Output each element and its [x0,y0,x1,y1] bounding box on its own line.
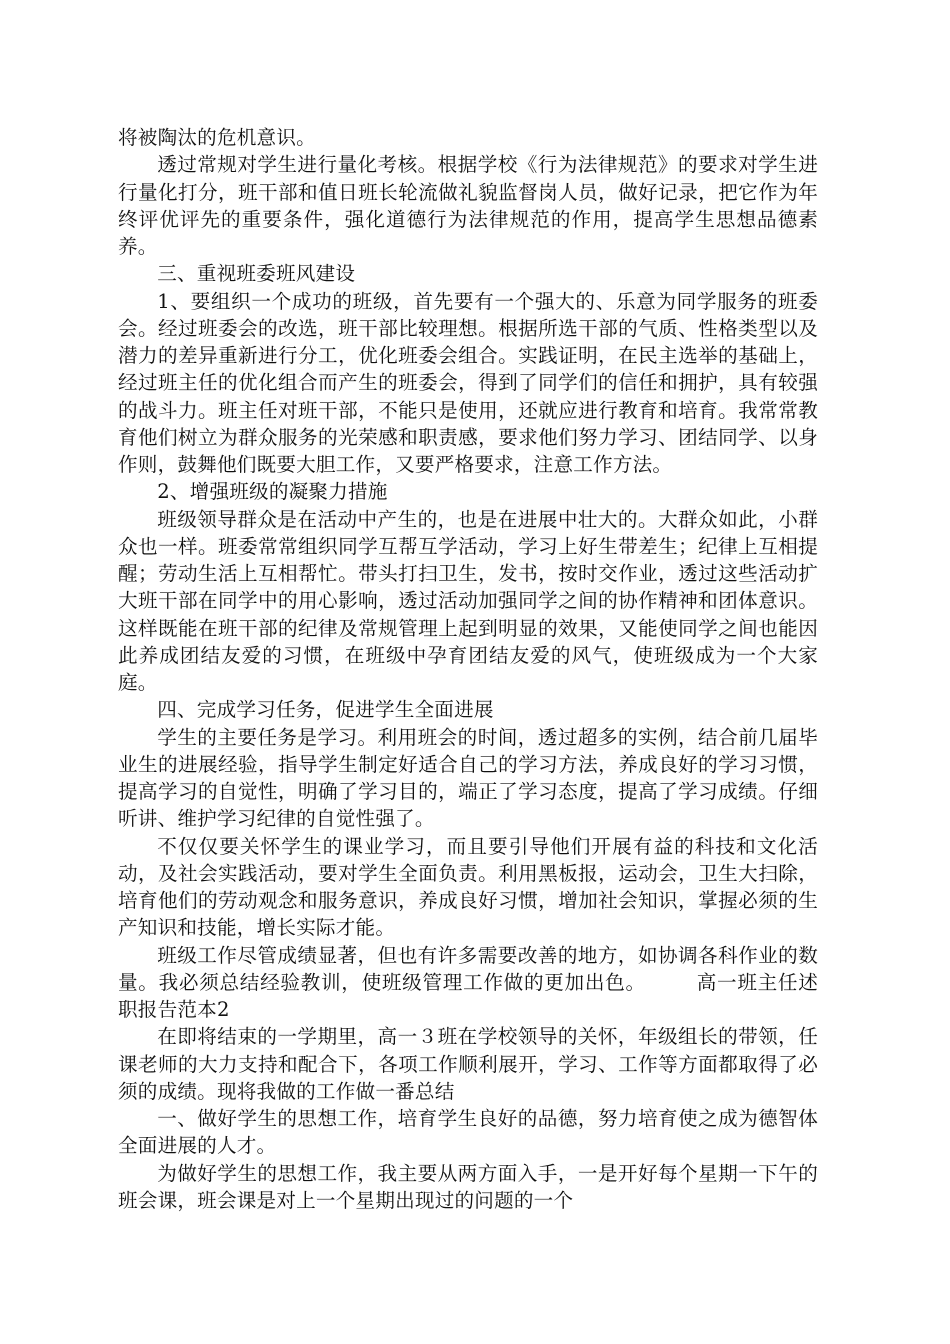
paragraph-text: 班级工作尽管成绩显著，但也有许多需要改善的地方，如协调各科作业的数量。我必须总结经验教训，使班级管理工作做的更加出色。 [118,943,818,994]
section-heading: 三、重视班委班风建设 [157,262,356,286]
paragraph: 1、要组织一个成功的班级，首先要有一个强大的、乐意为同学服务的班委会。经过班委会的改选，班干部比较理想。根据所选干部的气质、性格类型以及潜力的差异重新进行分工，优化班委会组合。实践证明，在民主选举的基础上，经过班主任的优化组合而产生的班委会，得到了同学们的信任和拥护，具有较强的战斗力。班主任对班干部，不能只是使用，还就应进行教育和培育。我常常教育他们树立为群众服务的光荣感和职责感，要求他们努力学习、团结同学、以身作则，鼓舞他们既要大胆工作，又要严格要求，注意工作方法。 [118,289,818,476]
paragraph: 为做好学生的思想工作，我主要从两方面入手，一是开好每个星期一下午的班会课，班会课是对上一个星期出现过的问题的一个 [118,1161,818,1212]
paragraph-with-title [118,942,818,1024]
report-title: 高一班主任述职报告范本2 [118,970,819,1021]
paragraph: 学生的主要任务是学习。利用班会的时间，透过超多的实例，结合前几届毕业生的进展经验，指导学生制定好适合自己的学习方法，养成良好的学习习惯，提高学习的自觉性，明确了学习目的，端正了学习态度，提高了学习成绩。仔细听讲、维护学习纪律的自觉性强了。 [118,725,818,831]
subsection-heading: 2、增强班级的凝聚力措施 [157,480,388,504]
document-body [118,124,818,1214]
section-heading: 四、完成学习任务，促进学生全面进展 [157,698,494,722]
paragraph: 透过常规对学生进行量化考核。根据学校《行为法律规范》的要求对学生进行量化打分，班干部和值日班长轮流做礼貌监督岗人员，做好记录，把它作为年终评优评先的重要条件，强化道德行为法律规范的作用，提高学生思想品德素养。 [118,153,818,258]
paragraph: 班级领导群众是在活动中产生的，也是在进展中壮大的。大群众如此，小群众也一样。班委常常组织同学互帮互学活动，学习上好生带差生；纪律上互相提醒；劳动生活上互相帮忙。带头打扫卫生，发书，按时交作业，透过这些活动扩大班干部在同学中的用心影响，透过活动加强同学之间的协作精神和团体意识。这样既能在班干部的纪律及常规管理上起到明显的效果，又能使同学之间也能因此养成团结友爱的习惯，在班级中孕育团结友爱的风气，使班级成为一个大家庭。 [118,507,818,694]
section-heading: 一、做好学生的思想工作，培育学生良好的品德，努力培育使之成为德智体全面进展的人才。 [118,1107,818,1158]
paragraph: 将被陶汰的危机意识。 [118,126,316,149]
paragraph: 在即将结束的一学期里，高一３班在学校领导的关怀，年级组长的带领，任课老师的大力支持和配合下，各项工作顺利展开，学习、工作等方面都取得了必须的成绩。现将我做的工作做一番总结 [118,1025,818,1103]
paragraph: 不仅仅要关怀学生的课业学习，而且要引导他们开展有益的科技和文化活动，及社会实践活动，要对学生全面负责。利用黑板报，运动会，卫生大扫除，培育他们的劳动观念和服务意识，养成良好习惯，增加社会知识，掌握必须的生产知识和技能，增长实际才能。 [118,834,818,940]
